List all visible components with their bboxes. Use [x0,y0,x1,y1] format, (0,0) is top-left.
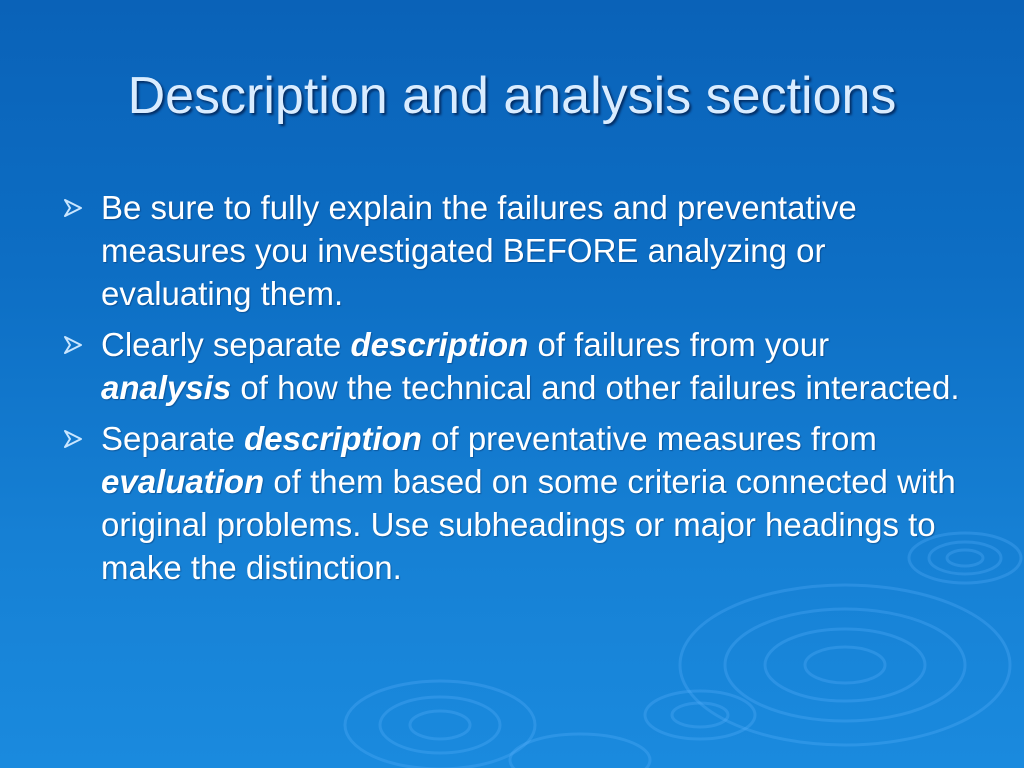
emphasis-description: description [350,326,529,363]
bullet-item [62,417,962,589]
bullet-text: of how the technical and other failures interacted. [231,369,960,406]
bullet-item [62,323,962,409]
slide-title: Description and analysis sections [127,67,897,125]
bullet-text: of them based on some criteria connected with original problems. Use subheadings or major headings to make the distinction. [101,463,956,586]
bullet-text: of failures from your [528,326,830,363]
emphasis-evaluation: evaluation [101,463,265,500]
bullet-text: Clearly separate [101,326,351,363]
bullet-list [62,186,962,597]
arrowhead-bullet-icon [62,334,84,356]
emphasis-analysis: analysis [101,369,232,406]
bullet-text: Separate [101,420,245,457]
emphasis-description: description [244,420,422,457]
bullet-item [62,186,962,315]
arrowhead-bullet-icon [62,428,84,450]
arrowhead-bullet-icon [62,197,84,219]
bullet-text: of preventative measures from [421,420,877,457]
bullet-text: Be sure to fully explain the failures and preventative measures you investigated BEFORE analyzing or evaluating them. [101,189,857,312]
